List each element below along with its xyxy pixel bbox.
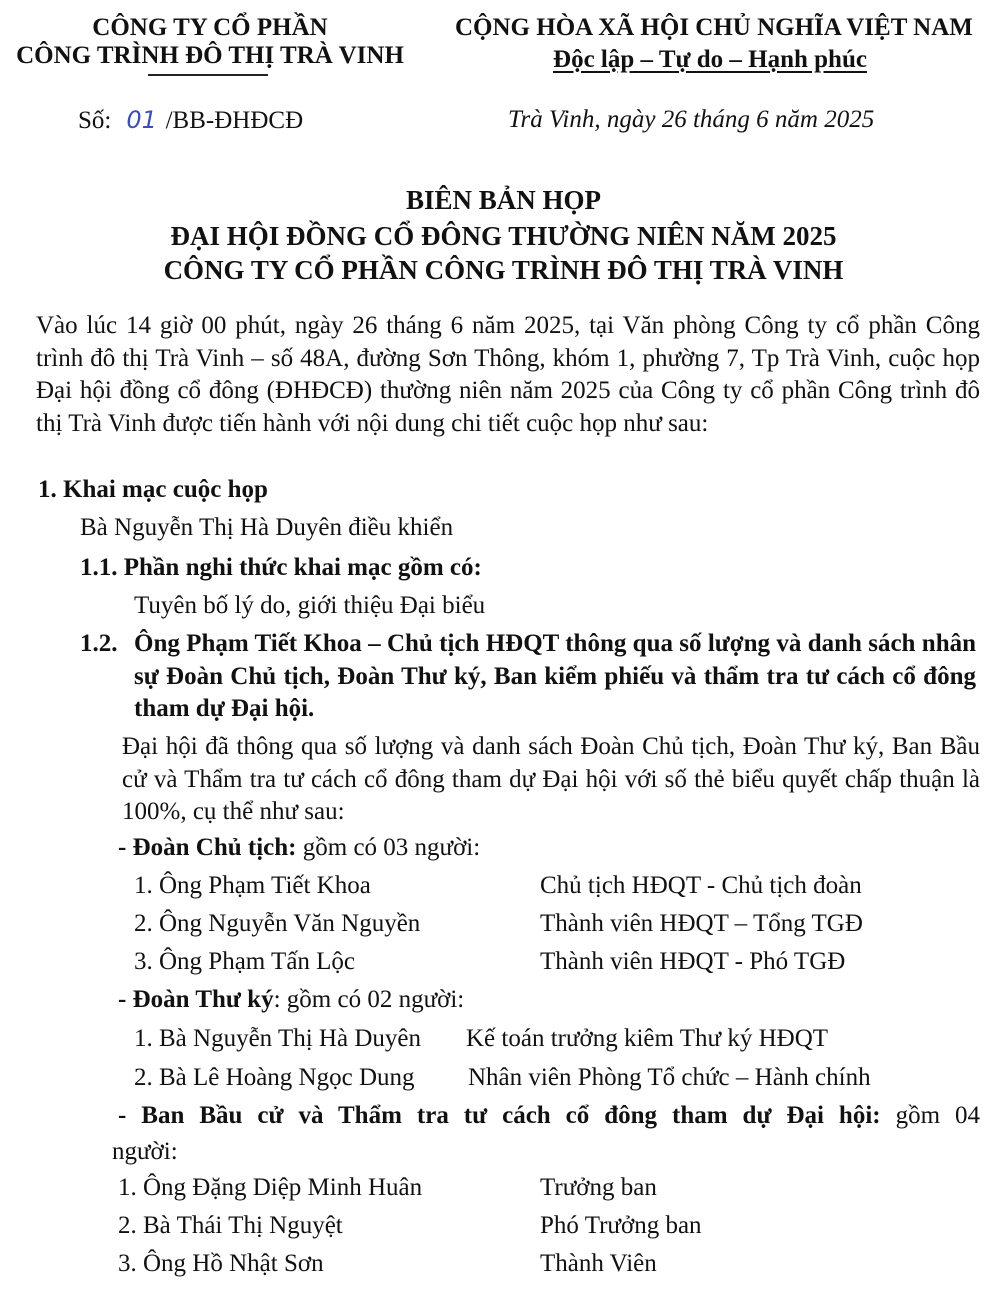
presidium-label [118,832,480,864]
election-member-role: Thành Viên [540,1250,657,1277]
election-member-name: 1. Ông Đặng Diệp Minh Huân [118,1174,423,1201]
section-1-2-number: 1.2. [80,630,118,657]
election-board-count-cont: người: [112,1138,178,1165]
presidium-member-role: Chủ tịch HĐQT - Chủ tịch đoàn [540,872,862,899]
section-1-2-text: Đại hội đã thông qua số lượng và danh sách Đoàn Chủ tịch, Đoàn Thư ký, Ban Bầu cử và Thẩm tra tư cách cổ đông tham dự Đại hội với số thẻ biểu quyết chấp thuận là 100%, cụ thể như sau: [122,733,980,825]
place-date: Trà Vinh, ngày 26 tháng 6 năm 2025 [508,106,875,133]
secretariat-title: - Đoàn Thư ký [118,986,274,1013]
secretariat-member-name: 1. Bà Nguyễn Thị Hà Duyên [134,1025,421,1052]
presidium-member-name: 3. Ông Phạm Tấn Lộc [134,948,356,975]
presidium-count: gồm có 03 người: [296,834,481,861]
document-subtitle-2: CÔNG TY CỔ PHẦN CÔNG TRÌNH ĐÔ THỊ TRÀ VINH [163,255,844,285]
election-member-role: Trưởng ban [540,1174,657,1201]
document-number [78,104,303,137]
national-motto: Độc lập – Tự do – Hạnh phúc [553,46,867,73]
election-member-name: 3. Ông Hồ Nhật Sơn [118,1250,324,1277]
secretariat-member-role: Kế toán trưởng kiêm Thư ký HĐQT [466,1025,829,1052]
section-1-1-heading: 1.1. Phần nghi thức khai mạc gồm có: [80,554,482,581]
presidium-title: - Đoàn Chủ tịch: [118,834,297,861]
number-suffix: /BB-ĐHĐCĐ [165,107,304,134]
presidium-member-name: 1. Ông Phạm Tiết Khoa [134,872,371,899]
presidium-member-role: Thành viên HĐQT - Phó TGĐ [540,948,846,975]
company-name-line1: CÔNG TY CỔ PHẦN [92,14,328,41]
company-underline [148,74,268,76]
section-1-heading: 1. Khai mạc cuộc họp [38,476,268,503]
election-board-label [118,1100,980,1132]
election-member-role: Phó Trưởng ban [540,1212,702,1239]
document-subtitle-1: ĐẠI HỘI ĐỒNG CỔ ĐÔNG THƯỜNG NIÊN NĂM 2025 [170,221,837,251]
number-prefix: Số: [78,107,112,134]
presidium-member-role: Thành viên HĐQT – Tổng TGĐ [540,910,863,937]
document-title: BIÊN BẢN HỌP [405,185,602,215]
election-member-name: 2. Bà Thái Thị Nguyệt [118,1212,343,1239]
presidium-member-name: 2. Ông Nguyễn Văn Nguyền [134,910,421,937]
meeting-chair: Bà Nguyễn Thị Hà Duyên điều khiển [80,514,454,541]
section-1-2-heading: Ông Phạm Tiết Khoa – Chủ tịch HĐQT thông qua số lượng và danh sách nhân sự Đoàn Chủ tịch, Đoàn Thư ký, Ban kiểm phiếu và thẩm tra tư cách cổ đông tham dự Đại hội. [134,630,976,722]
secretariat-member-role: Nhân viên Phòng Tổ chức – Hành chính [468,1064,871,1091]
country-name: CỘNG HÒA XÃ HỘI CHỦ NGHĨA VIỆT NAM [455,14,973,41]
secretariat-label [118,984,464,1016]
secretariat-count: : gồm có 02 người: [273,986,465,1013]
intro-paragraph: Vào lúc 14 giờ 00 phút, ngày 26 tháng 6 năm 2025, tại Văn phòng Công ty cổ phần Công trình đô thị Trà Vinh – số 48A, đường Sơn Thông, khóm 1, phường 7, Tp Trà Vinh, cuộc họp Đại hội đồng cổ đông (ĐHĐCĐ) thường niên năm 2025 của Công ty cổ phần Công trình đô thị Trà Vinh được tiến hành với nội dung chi tiết cuộc họp như sau: [36,312,980,437]
election-board-title: - Ban Bầu cử và Thẩm tra tư cách cổ đông tham dự Đại hội: [118,1102,881,1129]
handwritten-number: 01 [126,106,157,134]
section-1-1-text: Tuyên bố lý do, giới thiệu Đại biểu [134,592,486,619]
secretariat-member-name: 2. Bà Lê Hoàng Ngọc Dung [134,1064,415,1091]
election-board-count: gồm 04 [880,1102,980,1129]
company-name-line2: CÔNG TRÌNH ĐÔ THỊ TRÀ VINH [16,42,404,69]
